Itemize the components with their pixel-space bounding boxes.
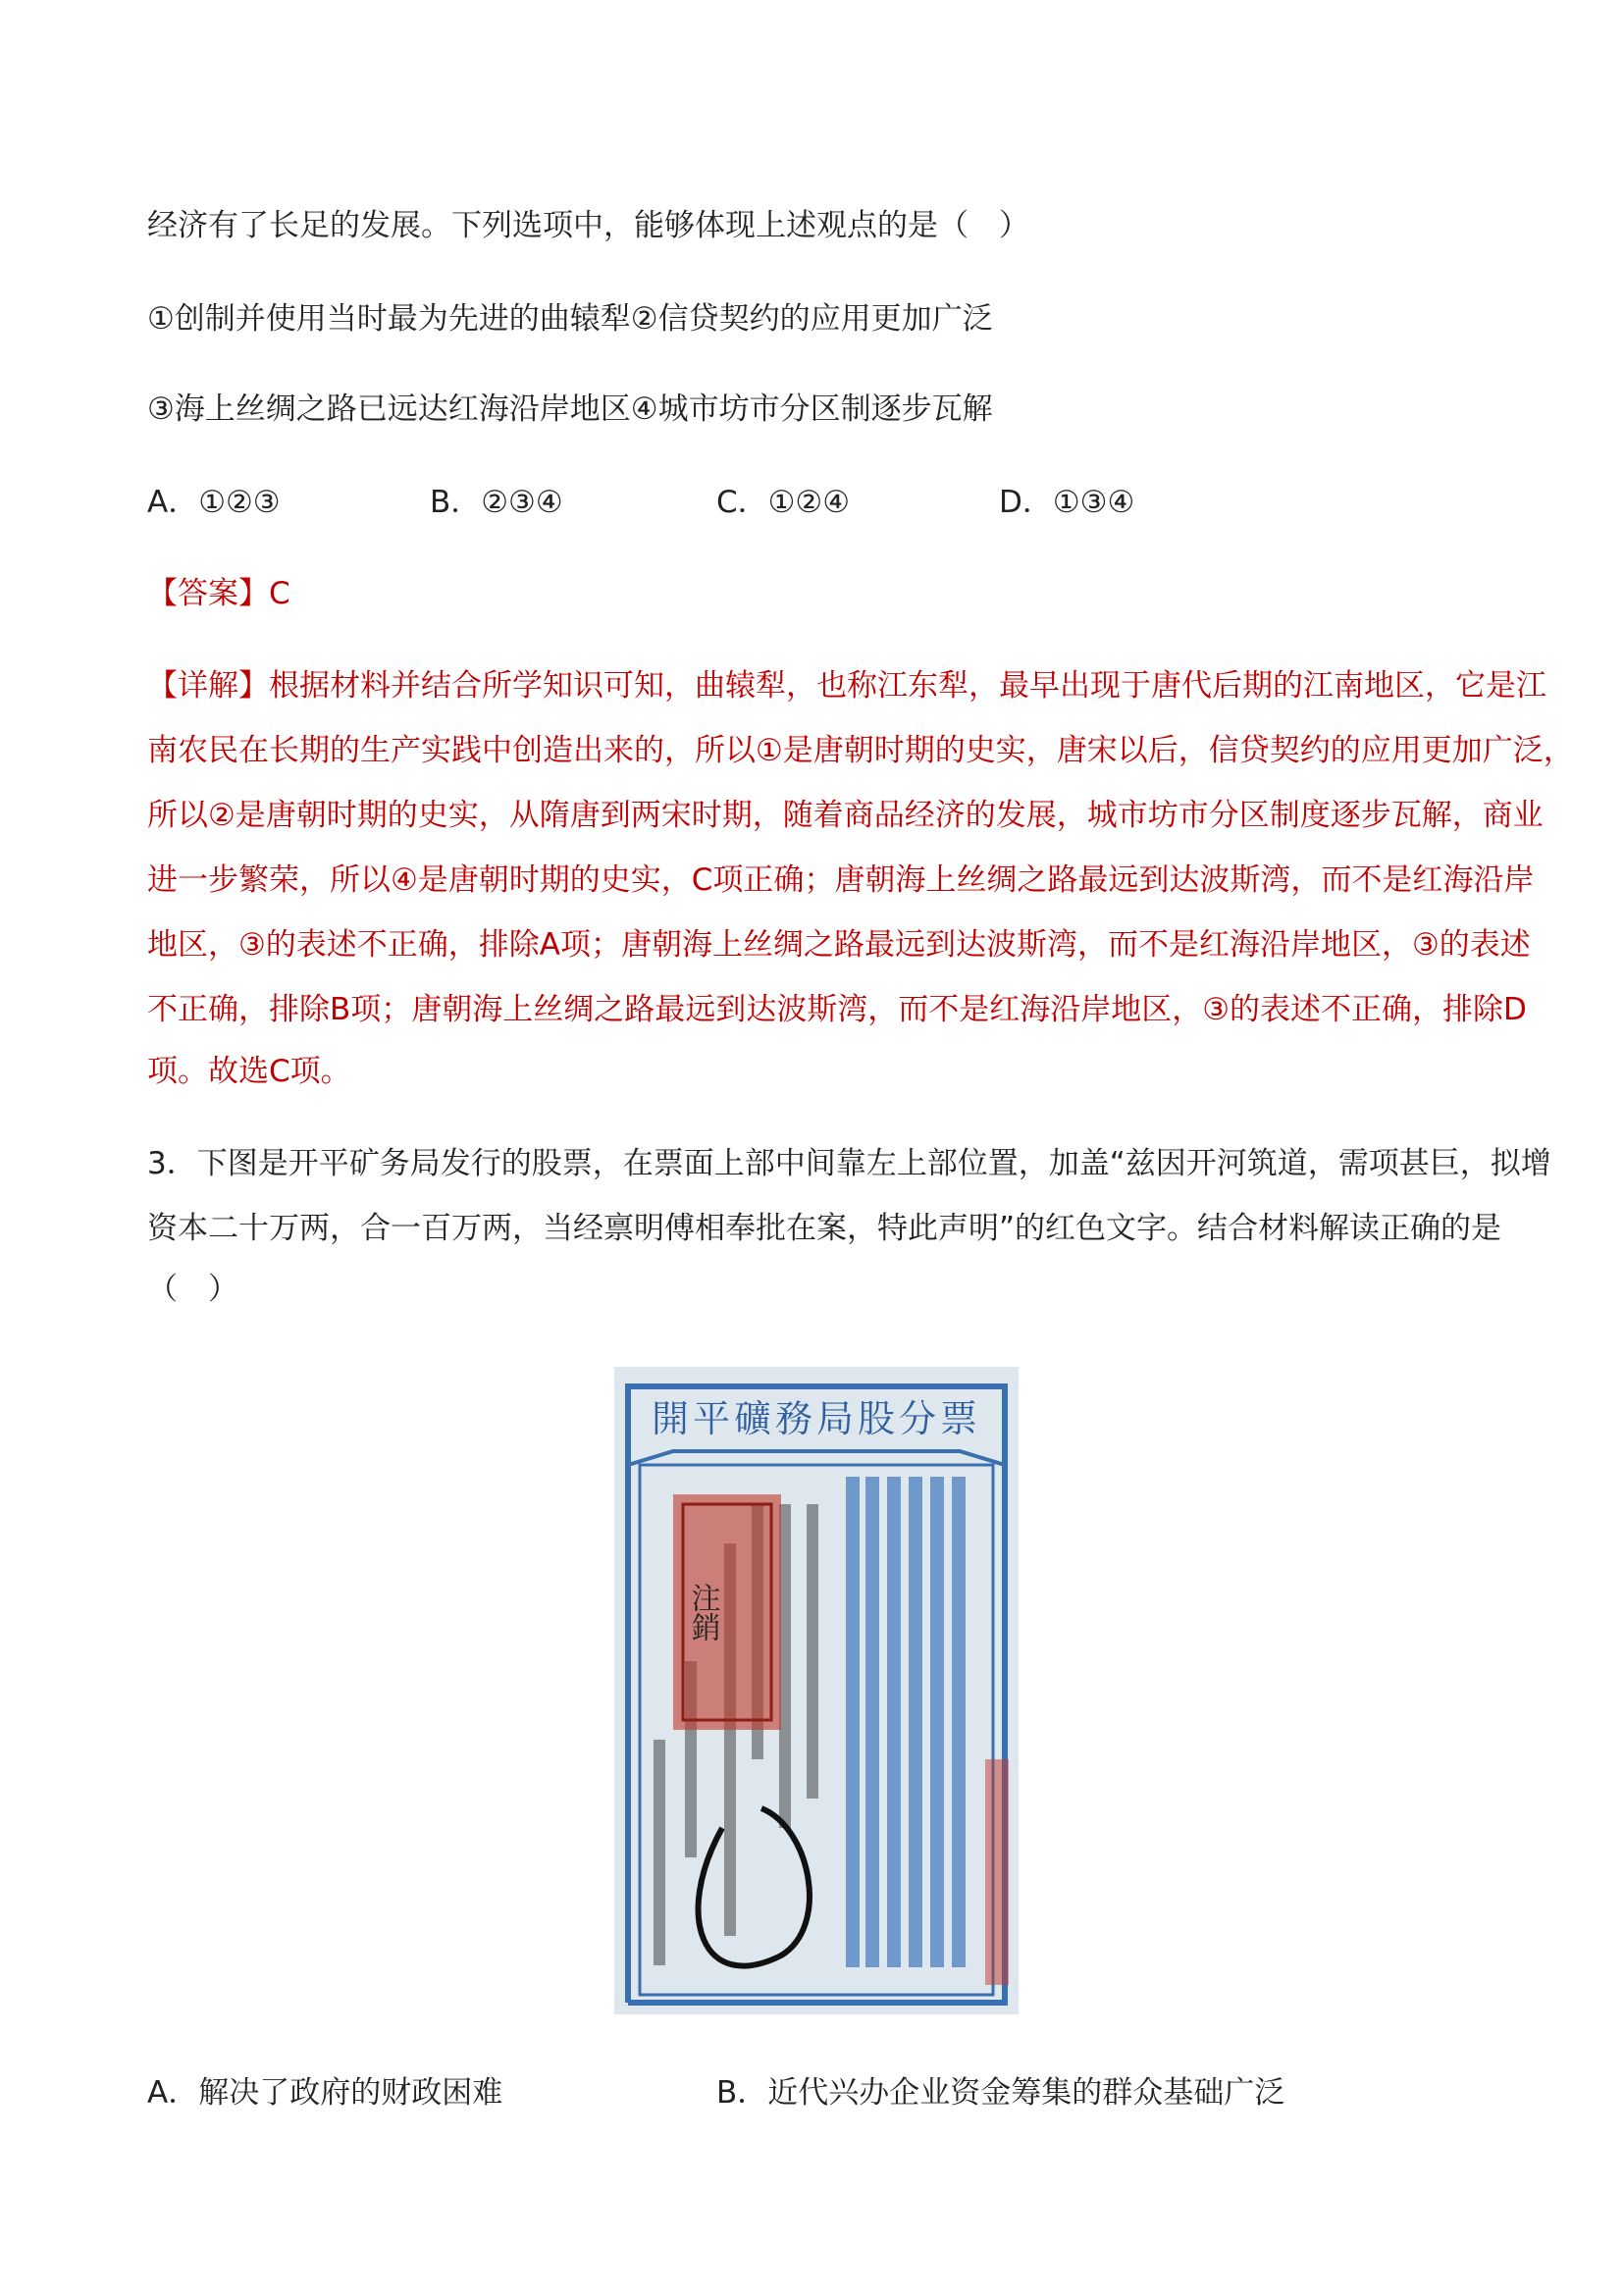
explanation-line-7: 项。故选C项。	[147, 1054, 351, 1089]
explanation-line-3: 所以②是唐朝时期的史实，从隋唐到两宋时期，随着商品经济的发展，城市坊市分区制度逐步瓦解，商业	[147, 798, 1544, 833]
question-stem-tail: 经济有了长足的发展。下列选项中，能够体现上述观点的是（ ）	[147, 208, 1029, 243]
explanation-line-2: 南农民在长期的生产实践中创造出来的，所以①是唐朝时期的史实，唐宋以后，信贷契约的应用更加广泛，	[147, 733, 1574, 768]
certificate-stamp: 注銷	[685, 1583, 720, 1642]
certificate-title: 開平礦務局股分票	[651, 1397, 982, 1440]
q3-stem-line-3: （ ）	[147, 1272, 238, 1307]
q3-option-b: B．近代兴办企业资金筹集的群众基础广泛	[716, 2075, 1285, 2111]
option-d: D．①③④	[999, 485, 1135, 520]
statement-line-1: ①创制并使用当时最为先进的曲辕犁②信贷契约的应用更加广泛	[147, 301, 993, 337]
explanation-line-4: 进一步繁荣，所以④是唐朝时期的史实，C项正确；唐朝海上丝绸之路最远到达波斯湾，而不是红海沿岸	[147, 862, 1535, 898]
q3-stem-line-1: 3．下图是开平矿务局发行的股票，在票面上部中间靠左上部位置，加盖“兹因开河筑道，需项甚巨，拟增	[147, 1146, 1551, 1181]
q3-stem-line-2: 资本二十万两，合一百万两，当经禀明傅相奉批在案，特此声明”的红色文字。结合材料解读正确的是	[147, 1211, 1502, 1246]
answer: 【答案】C	[147, 576, 290, 611]
option-b: B．②③④	[430, 485, 563, 520]
statement-line-2: ③海上丝绸之路已远达红海沿岸地区④城市坊市分区制逐步瓦解	[147, 391, 993, 427]
explanation-line-5: 地区，③的表述不正确，排除A项；唐朝海上丝绸之路最远到达波斯湾，而不是红海沿岸地区，③的表述	[147, 927, 1531, 963]
stock-certificate-image	[614, 1367, 1019, 2014]
explanation-line-6: 不正确，排除B项；唐朝海上丝绸之路最远到达波斯湾，而不是红海沿岸地区，③的表述不正确，排除D	[147, 992, 1527, 1027]
explanation-line-1: 【详解】根据材料并结合所学知识可知，曲辕犁，也称江东犁，最早出现于唐代后期的江南地区，它是江	[147, 668, 1546, 704]
option-a: A．①②③	[147, 485, 281, 520]
q3-option-a: A．解决了政府的财政困难	[147, 2075, 503, 2111]
option-c: C．①②④	[716, 485, 851, 520]
